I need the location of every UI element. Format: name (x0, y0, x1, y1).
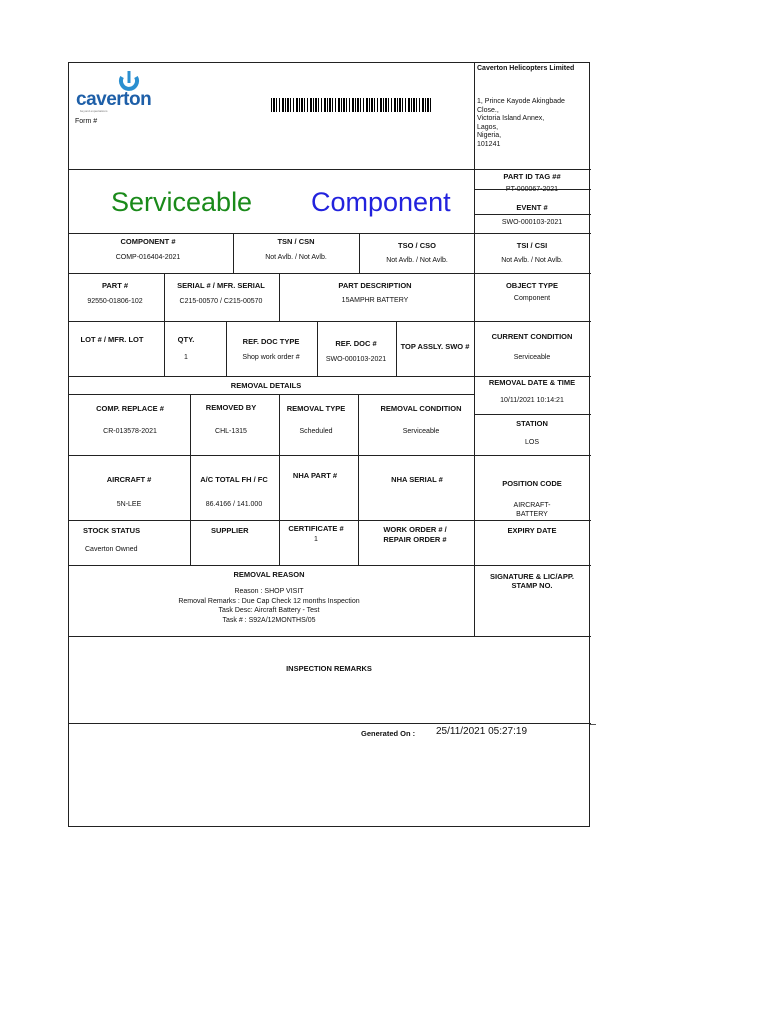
serial-label: SERIAL # / MFR. SERIAL (177, 281, 265, 290)
event-label: EVENT # (516, 203, 548, 212)
current-condition-label: CURRENT CONDITION (491, 332, 573, 341)
inspection-remarks-label: INSPECTION REMARKS (286, 664, 372, 673)
object-type-value: Component (513, 295, 551, 302)
station-label: STATION (516, 419, 548, 428)
aircraft-label: AIRCRAFT # (106, 475, 152, 484)
ref-doc-label: REF. DOC # (335, 339, 377, 348)
part-id-tag-label: PART ID TAG ## (503, 172, 561, 181)
ref-doc-type-label: REF. DOC TYPE (242, 337, 300, 346)
removal-type-label: REMOVAL TYPE (286, 404, 346, 413)
tso-cso-label: TSO / CSO (398, 241, 436, 250)
current-condition-value: Serviceable (513, 354, 551, 361)
signature-label-2: STAMP NO. (511, 581, 553, 590)
tsi-csi-label: TSI / CSI (516, 241, 548, 250)
position-code-value-1: AIRCRAFT- (513, 502, 551, 509)
part-label: PART # (101, 281, 129, 290)
aircraft-value: 5N-LEE (116, 501, 142, 508)
qty-value: 1 (184, 354, 188, 361)
object-type-label: OBJECT TYPE (505, 281, 559, 290)
removal-reason-line-1: Reason : SHOP VISIT (234, 588, 304, 595)
part-description-label: PART DESCRIPTION (338, 281, 412, 290)
title-component: Component (311, 187, 451, 217)
certificate-value: 1 (314, 536, 318, 543)
qty-label: QTY. (177, 335, 195, 344)
removal-reason-label: REMOVAL REASON (233, 570, 305, 579)
comp-replace-value: CR-013578-2021 (103, 428, 157, 435)
stock-status-label: STOCK STATUS (83, 526, 141, 535)
signature-label-1: SIGNATURE & LIC/APP. (490, 572, 574, 581)
tsn-csn-value: Not Avlb. / Not Avlb. (265, 254, 327, 261)
logo-tagline: beyond expectations (80, 109, 108, 113)
event-value: SWO-000103-2021 (501, 219, 563, 226)
removal-type-value: Scheduled (299, 428, 333, 435)
generated-on-value: 25/11/2021 05:27:19 (436, 726, 528, 737)
expiry-date-label: EXPIRY DATE (507, 526, 557, 535)
ac-total-value: 86.4166 / 141.000 (205, 501, 263, 508)
company-name: Caverton Helicopters Limited (477, 65, 575, 72)
tsn-csn-label: TSN / CSN (277, 237, 315, 246)
ref-doc-type-value: Shop work order # (242, 354, 300, 361)
position-code-value-2: BATTERY (516, 511, 548, 518)
supplier-label: SUPPLIER (211, 526, 249, 535)
divider-extension (590, 724, 596, 725)
generated-on-label: Generated On : (361, 729, 416, 738)
comp-replace-label: COMP. REPLACE # (96, 404, 164, 413)
removal-details-label: REMOVAL DETAILS (230, 381, 302, 390)
nha-part-label: NHA PART # (292, 471, 338, 480)
component-value: COMP-016404-2021 (115, 254, 181, 261)
removal-reason-line-2: Removal Remarks : Due Cap Check 12 months Inspection (178, 598, 360, 605)
removal-date-value: 10/11/2021 10:14:21 (500, 397, 564, 404)
work-order-label-2: REPAIR ORDER # (383, 535, 447, 544)
top-assly-label: TOP ASSLY. SWO # (400, 342, 470, 351)
station-value: LOS (524, 439, 540, 446)
removed-by-value: CHL-1315 (215, 428, 247, 435)
removal-condition-label: REMOVAL CONDITION (380, 404, 462, 413)
removed-by-label: REMOVED BY (205, 403, 257, 412)
serviceable-component-tag (68, 62, 590, 827)
work-order-label-1: WORK ORDER # / (383, 525, 447, 534)
tso-cso-value: Not Avlb. / Not Avlb. (386, 257, 448, 264)
ac-total-label: A/C TOTAL FH / FC (200, 475, 268, 484)
removal-date-label: REMOVAL DATE & TIME (488, 378, 576, 387)
component-label: COMPONENT # (120, 237, 176, 246)
caverton-logo-text: caverton (76, 89, 152, 110)
tsi-csi-value: Not Avlb. / Not Avlb. (501, 257, 563, 264)
lot-label: LOT # / MFR. LOT (80, 335, 144, 344)
part-description-value: 15AMPHR BATTERY (341, 297, 409, 304)
certificate-label: CERTIFICATE # (288, 524, 344, 533)
removal-condition-value: Serviceable (402, 428, 440, 435)
ref-doc-value: SWO-000103-2021 (325, 356, 387, 363)
removal-reason-line-4: Task # : S92A/12MONTHS/05 (222, 617, 316, 624)
serial-value: C215-00570 / C215-00570 (179, 298, 263, 305)
barcode (271, 98, 433, 112)
nha-serial-label: NHA SERIAL # (391, 475, 443, 484)
title-serviceable: Serviceable (111, 187, 253, 217)
removal-reason-line-3: Task Desc: Aircraft Battery - Test (218, 607, 320, 614)
form-label: Form # (75, 118, 98, 125)
stock-status-value: Caverton Owned (85, 546, 138, 553)
part-id-tag-value: PT-000067-2021 (505, 186, 559, 193)
position-code-label: POSITION CODE (502, 479, 562, 488)
part-value: 92550-01806-102 (87, 298, 143, 305)
company-address: 1, Prince Kayode Akingbade Close., Victoria Island Annex, Lagos, Nigeria, 101241 (477, 98, 565, 148)
